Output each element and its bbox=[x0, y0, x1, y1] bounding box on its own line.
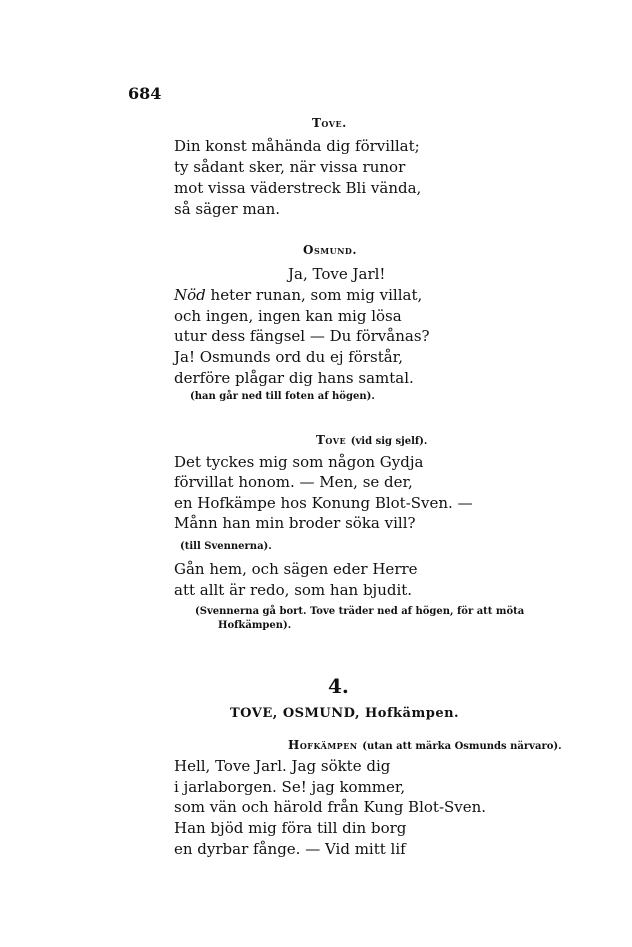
verse-line: att allt är redo, som han bjudit. bbox=[174, 581, 413, 599]
verse-line: derföre plågar dig hans samtal. bbox=[174, 369, 414, 387]
speaker-name: Hofkämpen bbox=[288, 738, 358, 752]
verse-line: en Hofkämpe hos Konung Blot-Sven. — bbox=[174, 494, 473, 512]
verse-line: förvillat honom. — Men, se der, bbox=[174, 473, 413, 491]
verse-line: Ja, Tove Jarl! bbox=[288, 265, 386, 283]
emphasized-word: Nöd bbox=[174, 286, 206, 304]
stage-direction: (Svennerna gå bort. Tove träder ned af högen, för att möta bbox=[195, 606, 525, 617]
verse-line bbox=[174, 285, 422, 305]
verse-line: Det tyckes mig som någon Gydja bbox=[174, 453, 424, 471]
verse-line: en dyrbar fånge. — Vid mitt lif bbox=[174, 840, 406, 858]
verse-line: mot vissa väderstreck Bli vända, bbox=[174, 179, 422, 197]
verse-line: ty sådant sker, när vissa runor bbox=[174, 158, 406, 176]
page-number: 684 bbox=[128, 84, 162, 103]
verse-line: Hell, Tove Jarl. Jag sökte dig bbox=[174, 757, 391, 775]
stage-direction: Hofkämpen). bbox=[218, 620, 292, 631]
verse-line: Han bjöd mig föra till din borg bbox=[174, 819, 407, 837]
stage-direction: (han går ned till foten af högen). bbox=[190, 391, 375, 402]
speaker-direction: (vid sig sjelf). bbox=[350, 436, 428, 447]
speaker-osmund: Osmund. bbox=[303, 243, 357, 257]
verse-line: som vän och härold från Kung Blot-Sven. bbox=[174, 798, 487, 816]
speaker-direction: (utan att märka Osmunds närvaro). bbox=[362, 741, 562, 752]
verse-line-rest: heter runan, som mig villat, bbox=[205, 286, 423, 304]
verse-line: utur dess fängsel — Du förvånas? bbox=[174, 327, 430, 345]
speaker-name: Tove bbox=[316, 433, 347, 447]
speaker-tove-aside bbox=[316, 433, 427, 447]
verse-line: i jarlaborgen. Se! jag kommer, bbox=[174, 778, 406, 796]
verse-line: Gån hem, och sägen eder Herre bbox=[174, 560, 418, 578]
verse-line: och ingen, ingen kan mig lösa bbox=[174, 307, 402, 325]
verse-line: så säger man. bbox=[174, 200, 281, 218]
verse-line: Din konst måhända dig förvillat; bbox=[174, 137, 420, 155]
verse-line: Ja! Osmunds ord du ej förstår, bbox=[174, 348, 403, 366]
scene-cast: TOVE, OSMUND, Hofkämpen. bbox=[230, 706, 460, 721]
scene-number: 4. bbox=[328, 674, 349, 698]
stage-direction: (till Svennerna). bbox=[180, 541, 272, 552]
speaker-hofkampen bbox=[288, 738, 562, 752]
verse-line: Månn han min broder söka vill? bbox=[174, 514, 416, 532]
speaker-tove: Tove. bbox=[312, 116, 347, 130]
